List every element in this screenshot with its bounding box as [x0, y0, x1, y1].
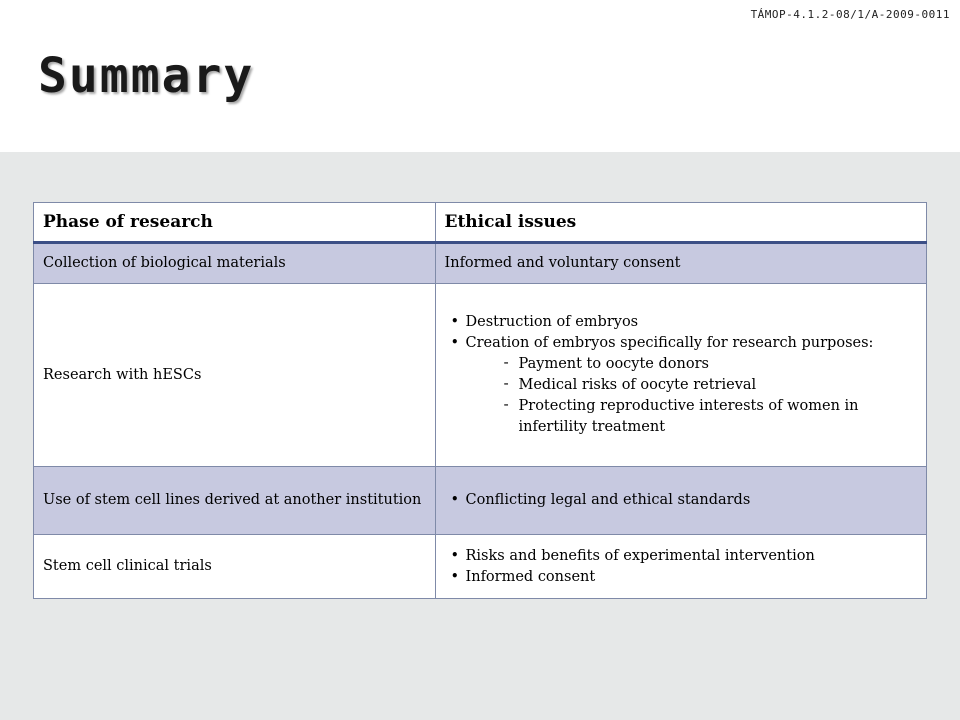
phase-cell: Research with hESCs — [34, 284, 436, 467]
list-item: • Conflicting legal and ethical standards — [445, 490, 918, 511]
phase-cell: Stem cell clinical trials — [34, 535, 436, 599]
summary-table — [33, 202, 927, 599]
project-code: TÁMOP-4.1.2-08/1/A-2009-0011 — [750, 8, 950, 21]
issues-list — [445, 490, 918, 511]
sub-list-item: - Payment to oocyte donors — [498, 354, 918, 375]
table-row — [34, 284, 927, 467]
list-item: • Destruction of embryos — [445, 312, 918, 333]
issues-list — [445, 312, 918, 438]
sub-list-item: - Protecting reproductive interests of women in infertility treatment — [498, 396, 918, 438]
header-phase-of-research: Phase of research — [34, 203, 436, 243]
list-item: • Risks and benefits of experimental intervention — [445, 546, 918, 567]
list-item: • Informed consent — [445, 567, 918, 588]
phase-cell: Collection of biological materials — [34, 243, 436, 284]
sub-list-item: - Medical risks of oocyte retrieval — [498, 375, 918, 396]
issues-cell: Informed and voluntary consent — [435, 243, 927, 284]
issues-cell — [435, 535, 927, 599]
phase-cell: Use of stem cell lines derived at another institution — [34, 467, 436, 535]
list-item — [445, 333, 918, 438]
table-header-row — [34, 203, 927, 243]
table-row — [34, 535, 927, 599]
table-row — [34, 243, 927, 284]
page-title: Summary — [38, 48, 255, 104]
sub-issues-list — [466, 354, 918, 438]
issues-cell — [435, 467, 927, 535]
table-row — [34, 467, 927, 535]
list-item-text: Creation of embryos specifically for research purposes: — [465, 335, 874, 351]
issues-list — [445, 546, 918, 588]
header-ethical-issues: Ethical issues — [435, 203, 927, 243]
issues-cell — [435, 284, 927, 467]
